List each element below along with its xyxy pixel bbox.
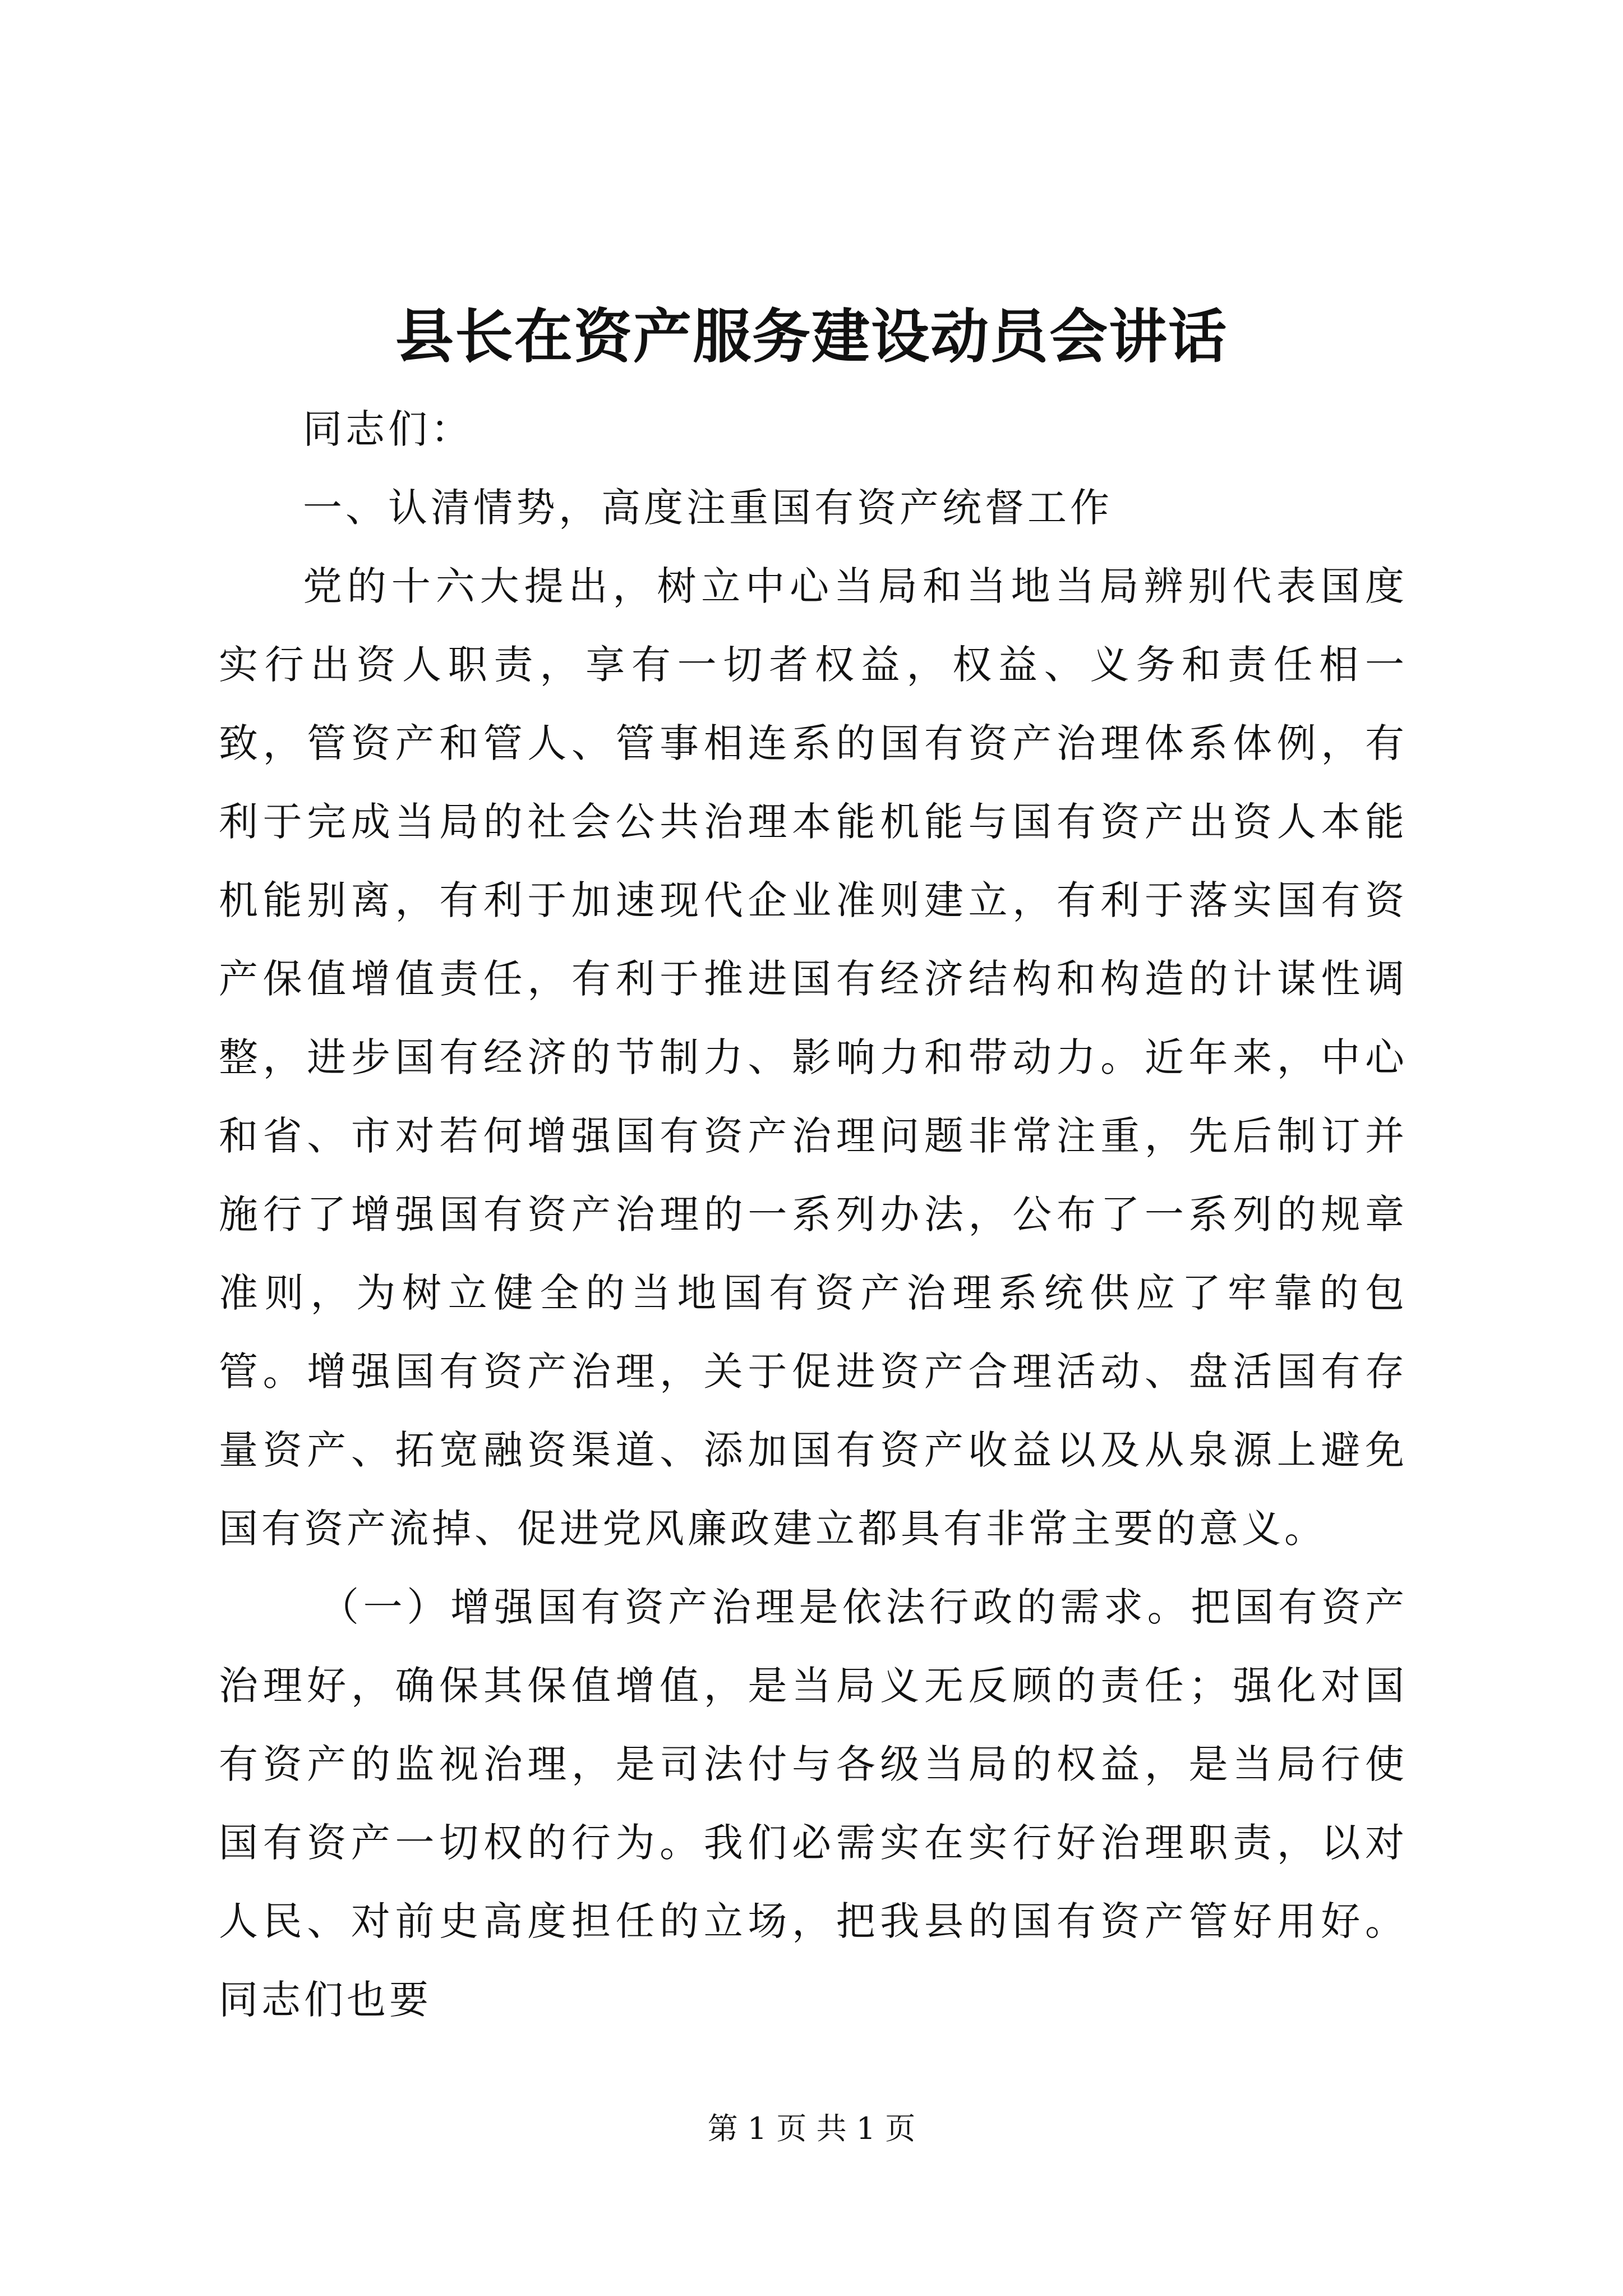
salutation: 同志们： bbox=[303, 406, 473, 452]
document-body bbox=[219, 390, 1408, 2039]
document-title: 县长在资产服务建设动员会讲话 bbox=[395, 302, 1228, 371]
section-heading: 一、认清情势，高度注重国有资产统督工作 bbox=[303, 485, 1113, 531]
body-paragraph: 党的十六大提出，树立中心当局和当地当局辨别代表国度实行出资人职责，享有一切者权益，权益、义务和责任相一致，管资产和管人、管事相连系的国有资产治理体系体例，有利于完成当局的社会公共治理本能机能与国有资产出资人本能机能别离，有利于加速现代企业准则建立，有利于落实国有资产保值增值责任，有利于推进国有经济结构和构造的计谋性调整，进步国有经济的节制力、影响力和带动力。近年来，中心和省、市对若何增强国有资产治理问题非常注重，先后制订并施行了增强国有资产治理的一系列办法，公布了一系列的规章准则，为树立健全的当地国有资产治理系统供应了牢靠的包管。增强国有资产治理，关于促进资产合理活动、盘活国有存量资产、拓宽融资渠道、添加国有资产收益以及从泉源上避免国有资产流掉、促进党风廉政建立都具有非常主要的意义。 bbox=[219, 563, 1408, 1552]
body-paragraph: （一）增强国有资产治理是依法行政的需求。把国有资产治理好，确保其保值增值，是当局义无反顾的责任；强化对国有资产的监视治理，是司法付与各级当局的权益，是当局行使国有资产一切权的行为。我们必需实在实行好治理职责，以对人民、对前史高度担任的立场，把我县的国有资产管好用好。同志们也要 bbox=[219, 1584, 1408, 2023]
page-footer: 第 1 页 共 1 页 bbox=[707, 2111, 916, 2146]
